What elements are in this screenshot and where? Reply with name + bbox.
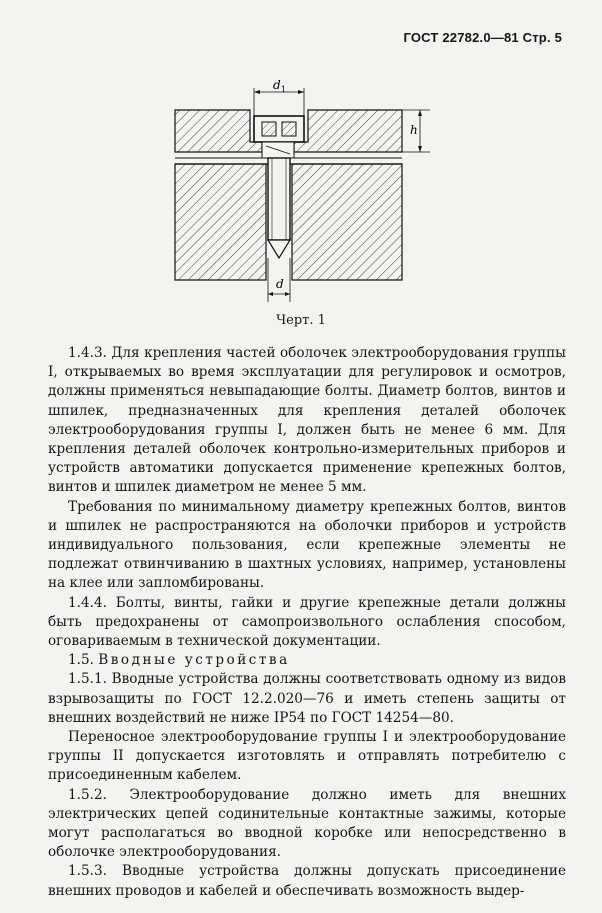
paragraph: Переносное электрооборудование группы I и электрооборудование группы II допускается изготовлять и отправлять потребителю с присоединенным кабелем. — [48, 729, 566, 784]
page-header: ГОСТ 22782.0—81 Стр. 5 — [403, 30, 562, 45]
body-text — [48, 344, 566, 901]
section-heading — [48, 651, 566, 670]
section-number: 1.5. — [68, 652, 94, 669]
dim-d: d — [276, 277, 284, 291]
lower-plate-right — [292, 164, 402, 280]
dim-h: h — [410, 123, 418, 137]
paragraph: 1.4.3. Для крепления частей оболочек электрооборудования группы I, открываемых во время эксплуатации для регулировок и осмотров, должны применяться невыпадающие болты. Диаметр болтов, винтов и шпилек, предназначенных для крепления деталей оболочек электрооборудования группы I, должен быть не менее 6 мм. Для крепления деталей оболочек контрольно-измерительных приборов и устройств автоматики допускается применение крепежных болтов, винтов и шпилек диаметром не менее 5 мм. — [48, 345, 566, 496]
lower-plate-left — [175, 164, 266, 280]
bolt-shank — [268, 158, 290, 240]
figure-caption: Черт. 1 — [276, 313, 326, 328]
paragraph: Требования по минимальному диаметру крепежных болтов, винтов и шпилек не распространяются на оболочки приборов и устройств индивидуального пользования, если крепежные элементы не подлежат отвинчиванию в шахтных условиях, например, установлены на клее или запломбированы. — [48, 498, 566, 592]
bolt-drawing — [170, 80, 430, 310]
upper-plate — [175, 110, 262, 152]
paragraph: 1.5.1. Вводные устройства должны соответствовать одному из видов взрывозащиты по ГОСТ 12.2.020—76 и иметь степень защиты от внешних воздействий не ниже IP54 по ГОСТ 14254—80. — [48, 671, 566, 726]
section-title: Вводные устройства — [98, 652, 290, 669]
dim-d1-subscript: 1 — [281, 85, 287, 94]
paragraph: 1.5.2. Электрооборудование должно иметь для внешних электрических цепей содинительные контактные зажимы, которые могут располагаться во вводной коробке или непосредственно в оболочке электрооборудования. — [48, 786, 566, 861]
paragraph: 1.5.3. Вводные устройства должны допускать присоединение внешних проводов и кабелей и обеспечивать возможность выдер- — [48, 863, 566, 899]
paragraph: 1.4.4. Болты, винты, гайки и другие крепежные детали должны быть предохранены от самопроизвольного ослабления способом, оговариваемым в технической документации. — [48, 594, 566, 650]
upper-plate-right — [294, 110, 402, 152]
dim-d1: d — [273, 80, 281, 92]
